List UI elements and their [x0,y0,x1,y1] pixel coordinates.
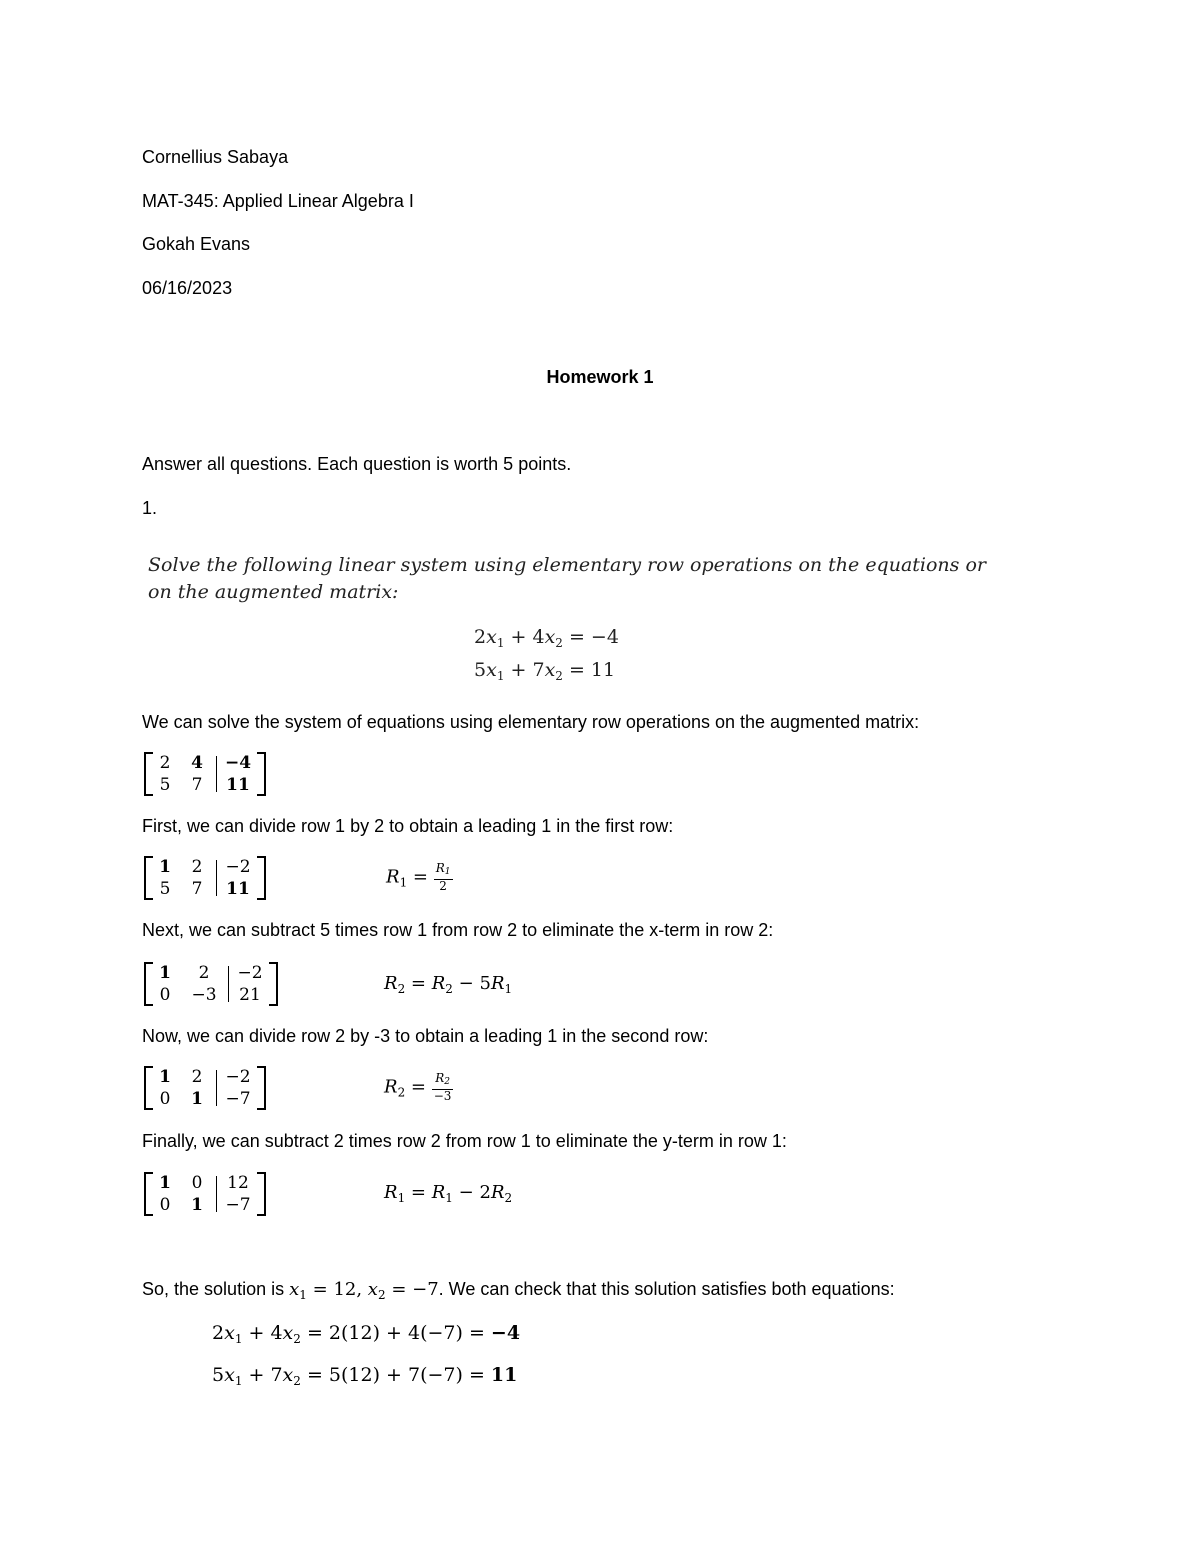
instructions: Answer all questions. Each question is worth 5 points. [142,454,572,474]
check-equation-1: $2x_1 + 4x_2 = 2(12) + 4(-7) = -4$ [212,1322,521,1346]
system-equation-2: $5x_1 + 7x_2 = 11$ [474,659,616,683]
row-operation-2: $R_2 = R_2 - 5R_1$ [384,973,513,996]
page-title: Homework 1 [546,367,654,387]
augmented-matrix-initial: 2 4 −4 5 7 11 [144,752,266,796]
augmented-matrix-step-3: 1 2 −2 0 1 −7 [144,1066,266,1110]
course-name: MAT-345: Applied Linear Algebra I [142,191,414,211]
step-2-text: Next, we can subtract 5 times row 1 from row 2 to eliminate the x-term in row 2: [142,920,774,940]
step-intro: We can solve the system of equations using elementary row operations on the augmented matrix: [142,712,920,732]
step-4-text: Finally, we can subtract 2 times row 2 from row 1 to eliminate the y-term in row 1: [142,1131,787,1151]
question-number: 1. [142,498,158,518]
row-operation-1: $R_1$ = $\frac{R_1}{2}$ [386,861,451,893]
instructor-name: Gokah Evans [142,234,251,254]
step-1-text: First, we can divide row 1 by 2 to obtain a leading 1 in the first row: [142,816,674,836]
student-name: Cornellius Sabaya [142,147,289,167]
problem-line-1: Solve the following linear system using elementary row operations on the equations or [148,554,986,576]
solution-statement: So, the solution is $x_1 = 12$, $x_2 = -7$. We can check that this solution satisfies both equations: [142,1279,895,1302]
augmented-matrix-final: 1 0 12 0 1 −7 [144,1172,266,1216]
system-equation-1: $2x_1 + 4x_2 = -4$ [474,626,619,650]
augmented-matrix-step-2: 1 2 −2 0 −3 21 [144,962,278,1006]
row-operation-3: $R_2$ = $\frac{R_2}{-3}$ [384,1071,452,1103]
row-operation-4: $R_1 = R_1 - 2R_2$ [384,1182,513,1205]
check-equation-2: $5x_1 + 7x_2 = 5(12) + 7(-7) = 11$ [212,1364,518,1388]
submission-date: 06/16/2023 [142,278,233,298]
problem-line-2: on the augmented matrix: [148,581,399,603]
step-3-text: Now, we can divide row 2 by -3 to obtain a leading 1 in the second row: [142,1026,709,1046]
augmented-matrix-step-1: 1 2 −2 5 7 11 [144,856,266,900]
